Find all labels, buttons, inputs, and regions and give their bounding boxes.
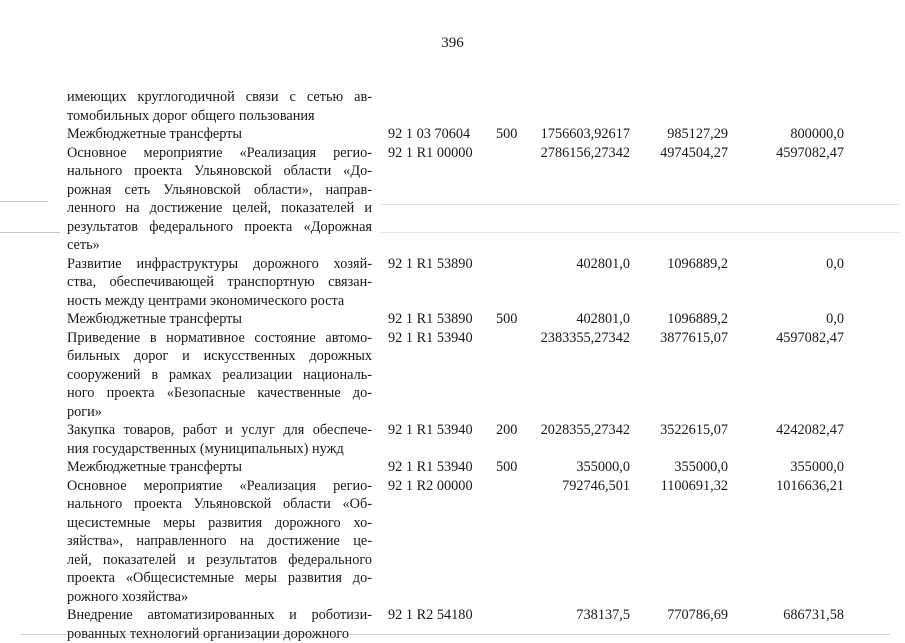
row-group: 500 xyxy=(496,125,517,144)
row-value-2021: 4242082,47 xyxy=(740,421,844,440)
description-line: Закупка товаров, работ и услуг для обеспече- xyxy=(67,421,372,440)
row-value-2019: 1756603,92617 xyxy=(510,125,630,144)
row-value-2020: 1096889,2 xyxy=(622,255,728,274)
description-line: томобильных дорог общего пользования xyxy=(67,107,372,126)
row-code: 92 1 R1 53940 xyxy=(388,421,473,440)
row-value-2020: 770786,69 xyxy=(622,606,728,625)
description-line: ного проекта «Безопасные качественные до- xyxy=(67,384,372,403)
row-value-2020: 985127,29 xyxy=(622,125,728,144)
row-description xyxy=(67,255,372,311)
table-row xyxy=(0,125,905,144)
row-value-2019: 2383355,27342 xyxy=(510,329,630,348)
description-line: сооружений в рамках реализации националь- xyxy=(67,366,372,385)
description-line: ния государственных (муниципальных) нужд xyxy=(67,440,372,459)
row-description xyxy=(67,88,372,125)
row-group: 200 xyxy=(496,421,517,440)
table-row xyxy=(0,329,905,422)
description-line: проекта «Общесистемные меры развития до- xyxy=(67,569,372,588)
table-row xyxy=(0,606,905,643)
description-line: рожного хозяйства» xyxy=(67,588,372,607)
scan-artifact-line xyxy=(0,232,60,233)
table-row xyxy=(0,477,905,607)
row-value-2020: 3877615,07 xyxy=(622,329,728,348)
row-value-2020: 4974504,27 xyxy=(622,144,728,163)
row-code: 92 1 03 70604 xyxy=(388,125,470,144)
row-value-2021: 4597082,47 xyxy=(740,144,844,163)
row-value-2020: 355000,0 xyxy=(622,458,728,477)
description-line: Приведение в нормативное состояние автомо- xyxy=(67,329,372,348)
description-line: бильных дорог и искусственных дорожных xyxy=(67,347,372,366)
description-line: Межбюджетные трансферты xyxy=(67,310,372,329)
row-group: 500 xyxy=(496,310,517,329)
description-line: Межбюджетные трансферты xyxy=(67,458,372,477)
row-description xyxy=(67,310,372,329)
description-line: ленного на достижение целей, показателей и xyxy=(67,199,372,218)
row-description xyxy=(67,458,372,477)
description-line: роги» xyxy=(67,403,372,422)
page-number: 396 xyxy=(0,35,905,52)
row-code: 92 1 R1 53940 xyxy=(388,329,473,348)
row-value-2020: 3522615,07 xyxy=(622,421,728,440)
description-line: щесистемные меры развития дорожного хо- xyxy=(67,514,372,533)
table-row xyxy=(0,144,905,255)
row-value-2019: 2028355,27342 xyxy=(510,421,630,440)
row-value-2021: 800000,0 xyxy=(740,125,844,144)
scan-artifact-line xyxy=(380,232,900,233)
table-row xyxy=(0,310,905,329)
description-line: Межбюджетные трансферты xyxy=(67,125,372,144)
table-row xyxy=(0,255,905,311)
row-value-2019: 2786156,27342 xyxy=(510,144,630,163)
description-line: имеющих круглогодичной связи с сетью ав- xyxy=(67,88,372,107)
scan-artifact-line xyxy=(20,634,890,635)
description-line: рованных технологий организации дорожного xyxy=(67,625,372,643)
row-value-2019: 738137,5 xyxy=(510,606,630,625)
row-value-2019: 402801,0 xyxy=(510,310,630,329)
row-value-2021: 0,0 xyxy=(740,310,844,329)
row-value-2019: 355000,0 xyxy=(510,458,630,477)
row-value-2021: 4597082,47 xyxy=(740,329,844,348)
description-line: результатов федерального проекта «Дорожная xyxy=(67,218,372,237)
row-code: 92 1 R2 00000 xyxy=(388,477,473,496)
description-line: лей, показателей и результатов федерального xyxy=(67,551,372,570)
description-line: Внедрение автоматизированных и роботизи- xyxy=(67,606,372,625)
row-value-2021: 1016636,21 xyxy=(740,477,844,496)
row-description xyxy=(67,329,372,422)
row-value-2021: 686731,58 xyxy=(740,606,844,625)
row-value-2019: 402801,0 xyxy=(510,255,630,274)
row-value-2020: 1096889,2 xyxy=(622,310,728,329)
row-description xyxy=(67,144,372,255)
row-code: 92 1 R1 53890 xyxy=(388,310,473,329)
row-description xyxy=(67,421,372,458)
row-value-2021: 355000,0 xyxy=(740,458,844,477)
description-line: нального проекта Ульяновской области «До- xyxy=(67,162,372,181)
description-line: сеть» xyxy=(67,236,372,255)
row-description xyxy=(67,125,372,144)
row-group: 500 xyxy=(496,458,517,477)
row-code: 92 1 R1 53940 xyxy=(388,458,473,477)
row-value-2020: 1100691,32 xyxy=(622,477,728,496)
scan-artifact-line xyxy=(380,204,900,205)
row-code: 92 1 R1 53890 xyxy=(388,255,473,274)
row-value-2021: 0,0 xyxy=(740,255,844,274)
table-row xyxy=(0,421,905,458)
description-line: Развитие инфраструктуры дорожного хозяй- xyxy=(67,255,372,274)
description-line: рожная сеть Ульяновской области», направ- xyxy=(67,181,372,200)
description-line: ность между центрами экономического роста xyxy=(67,292,372,311)
row-value-2019: 792746,501 xyxy=(510,477,630,496)
table-row xyxy=(0,458,905,477)
row-code: 92 1 R1 00000 xyxy=(388,144,473,163)
description-line: Основное мероприятие «Реализация регио- xyxy=(67,144,372,163)
description-line: нального проекта Ульяновской области «Об- xyxy=(67,495,372,514)
row-code: 92 1 R2 54180 xyxy=(388,606,473,625)
scan-artifact-line xyxy=(0,201,48,202)
description-line: ства, обеспечивающей транспортную связан- xyxy=(67,273,372,292)
row-description xyxy=(67,606,372,643)
table-row xyxy=(0,88,905,125)
description-line: зяйства», направленного на достижение це- xyxy=(67,532,372,551)
row-description xyxy=(67,477,372,607)
description-line: Основное мероприятие «Реализация регио- xyxy=(67,477,372,496)
